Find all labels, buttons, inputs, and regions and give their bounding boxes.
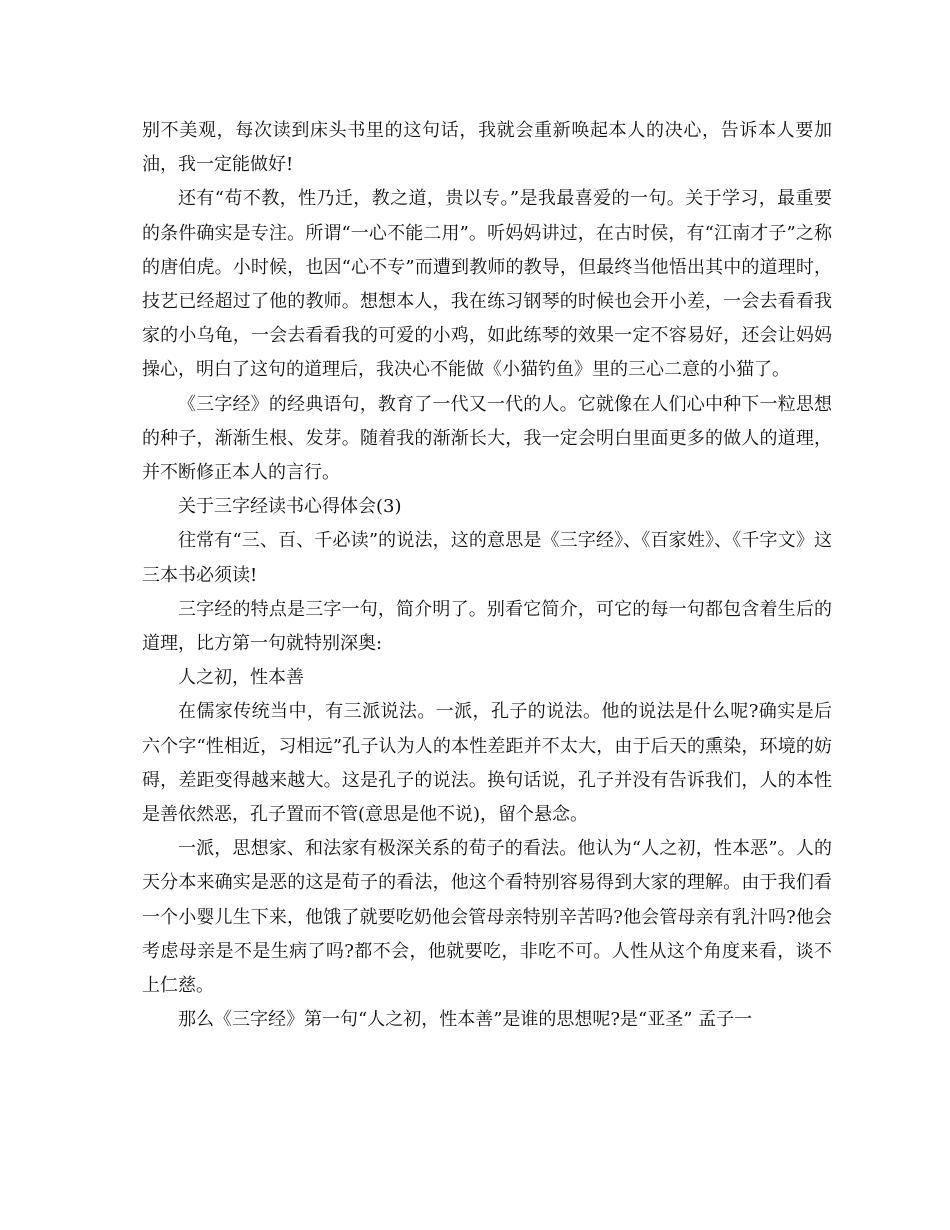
paragraph: 还有“苟不教，性乃迁，教之道，贵以专。”是我最喜爱的一句。关于学习，最重要的条件确实是专注。所谓“一心不能二用”。听妈妈讲过，在古时侯，有“江南才子”之称的唐伯虎。小时候，也因“心不专”而遭到教师的教导，但最终当他悟出其中的道理时，技艺已经超过了他的教师。想想本人，我在练习钢琴的时候也会开小差，一会去看看我家的小乌龟，一会去看看我的可爱的小鸡，如此练琴的效果一定不容易好，还会让妈妈操心，明白了这句的道理后，我决心不能做《小猫钓鱼》里的三心二意的小猫了。 (142, 188, 832, 381)
quote-line: 人之初，性本善 (178, 667, 304, 689)
paragraph: 《三字经》的经典语句，教育了一代又一代的人。它就像在人们心中种下一粒思想的种子，渐渐生根、发芽。随着我的渐渐长大，我一定会明白里面更多的做人的道理，并不断修正本人的言行。 (142, 393, 832, 484)
section-heading: 关于三字经读书心得体会(3) (178, 496, 402, 518)
paragraph: 在儒家传统当中，有三派说法。一派，孔子的说法。他的说法是什么呢?确实是后六个字“性相近，习相远”孔子认为人的本性差距并不太大，由于后天的熏染，环境的妨碍，差距变得越来越大。这是孔子的说法。换句话说，孔子并没有告诉我们，人的本性是善依然恶，孔子置而不管(意思是他不说)，留个悬念。 (142, 701, 832, 826)
paragraph-continued: 别不美观，每次读到床头书里的这句话，我就会重新唤起本人的决心，告诉本人要加油，我一定能做好! (142, 120, 832, 176)
paragraph: 一派，思想家、和法家有极深关系的荀子的看法。他认为“人之初，性本恶”。人的天分本来确实是恶的这是荀子的看法，他这个看特别容易得到大家的理解。由于我们看一个小婴儿生下来，他饿了就要吃奶他会管母亲特别辛苦吗?他会管母亲有乳汁吗?他会考虑母亲是不是生病了吗?都不会，他就要吃，非吃不可。人性从这个角度来看，谈不上仁慈。 (142, 838, 832, 997)
paragraph: 那么《三字经》第一句“人之初，性本善”是谁的思想呢?是“亚圣” 孟子一 (178, 1009, 753, 1031)
paragraph: 三字经的特点是三字一句，简介明了。别看它简介，可它的每一句都包含着生后的道理，比方第一句就特别深奥: (142, 598, 832, 655)
document-body (142, 114, 832, 1037)
paragraph: 往常有“三、百、千必读”的说法，这的意思是《三字经》、《百家姓》、《千字文》这三本书必须读! (142, 530, 832, 586)
